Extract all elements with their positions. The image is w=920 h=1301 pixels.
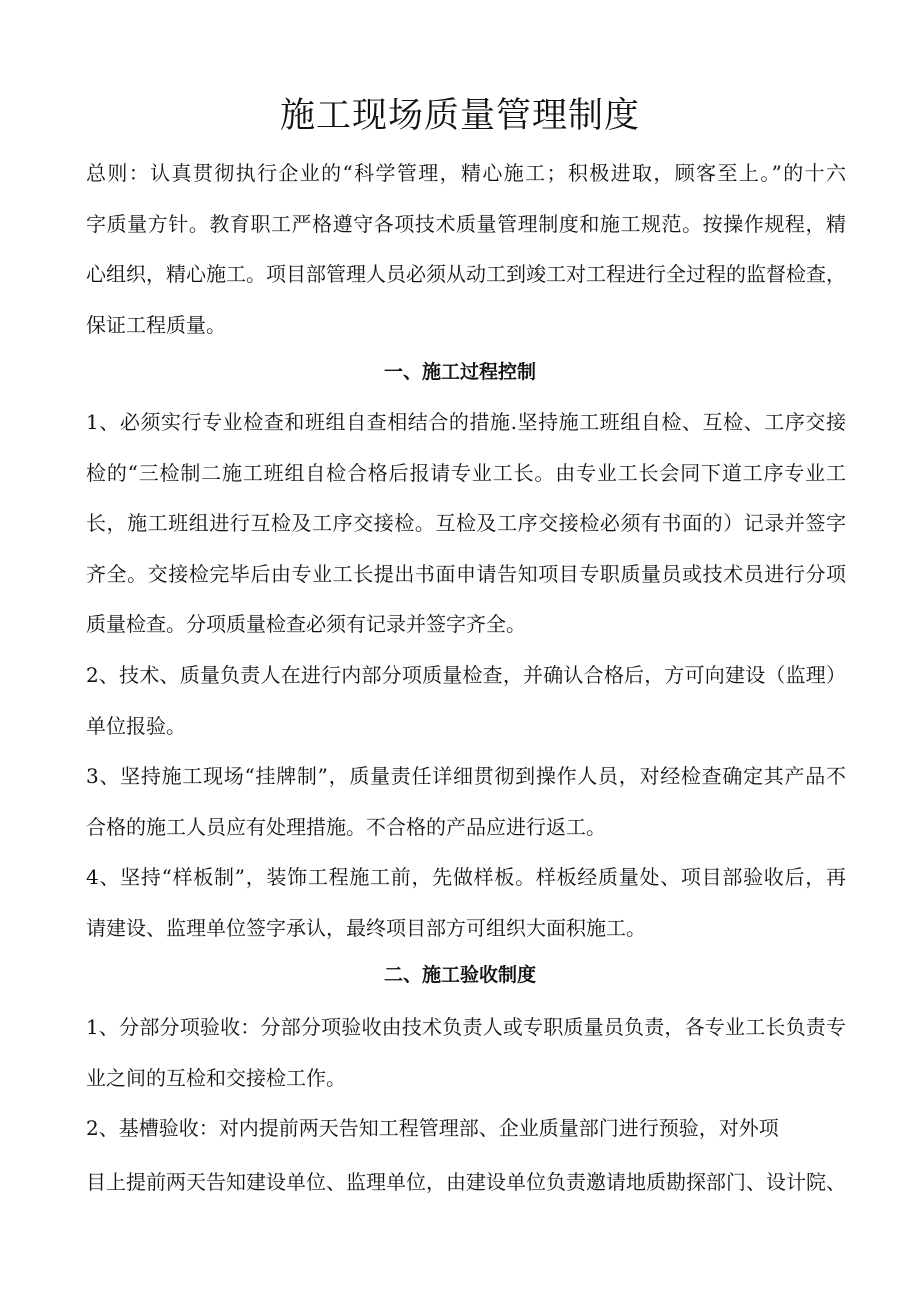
text-line: 心组织，精心施工。项目部管理人员必须从动工到竣工对工程进行全过程的监督检查， bbox=[86, 262, 846, 287]
text-line: 1、必须实行专业检查和班组自查相结合的措施.坚持施工班组自检、互检、工序交接 bbox=[86, 410, 846, 434]
text-line: 检的“三检制二施工班组自检合格后报请专业工长。由专业工长会同下道工序专业工 bbox=[86, 460, 846, 485]
section-heading-process-control: 一、施工过程控制 bbox=[383, 361, 536, 383]
general-rule-paragraph bbox=[86, 148, 846, 350]
process-control-item-2 bbox=[86, 650, 846, 751]
text-line: 3、坚持施工现场“挂牌制”，质量责任详细贯彻到操作人员，对经检查确定其产品不 bbox=[86, 764, 846, 788]
text-line: 2、技术、质量负责人在进行内部分项质量检查，并确认合格后，方可向建设（监理） bbox=[86, 663, 846, 687]
text-line: 目上提前两天告知建设单位、监理单位，由建设单位负责邀请地质勘探部门、设计院、 bbox=[86, 1170, 846, 1194]
text-line: 业之间的互检和交接检工作。 bbox=[86, 1065, 346, 1090]
acceptance-item-2 bbox=[86, 1103, 846, 1154]
process-control-item-3 bbox=[86, 751, 846, 852]
text-line: 请建设、监理单位签字承认，最终项目部方可组织大面积施工。 bbox=[86, 915, 646, 940]
text-line: 长，施工班组进行互检及工序交接检。互检及工序交接检必须有书面的）记录并签字 bbox=[86, 511, 846, 536]
text-line: 2、基槽验收：对内提前两天告知工程管理部、企业质量部门进行预验，对外项 bbox=[86, 1116, 779, 1140]
acceptance-item-1 bbox=[86, 1002, 846, 1103]
text-line: 4、坚持“样板制”，装饰工程施工前，先做样板。样板经质量处、项目部验收后，再 bbox=[86, 865, 846, 889]
document-title: 施工现场质量管理制度 bbox=[279, 96, 640, 136]
text-line: 总则：认真贯彻执行企业的“科学管理，精心施工；积极进取，顾客至上。”的十六 bbox=[86, 161, 846, 185]
text-line: 单位报验。 bbox=[86, 713, 186, 738]
text-line: 合格的施工人员应有处理措施。不合格的产品应进行返工。 bbox=[86, 814, 606, 839]
text-line: 保证工程质量。 bbox=[86, 312, 226, 337]
process-control-item-1 bbox=[86, 397, 846, 650]
text-line: 齐全。交接检完毕后由专业工长提出书面申请告知项目专职质量员或技术员进行分项 bbox=[86, 561, 846, 586]
section-heading-acceptance: 二、施工验收制度 bbox=[383, 964, 536, 986]
text-line: 质量检查。分项质量检查必须有记录并签字齐全。 bbox=[86, 612, 526, 637]
text-line: 1、分部分项验收：分部分项验收由技术负责人或专职质量员负责，各专业工长负责专 bbox=[86, 1015, 846, 1039]
acceptance-item-2-continued bbox=[86, 1157, 846, 1208]
process-control-item-4 bbox=[86, 852, 846, 953]
text-line: 字质量方针。教育职工严格遵守各项技术质量管理制度和施工规范。按操作规程，精 bbox=[86, 211, 846, 236]
